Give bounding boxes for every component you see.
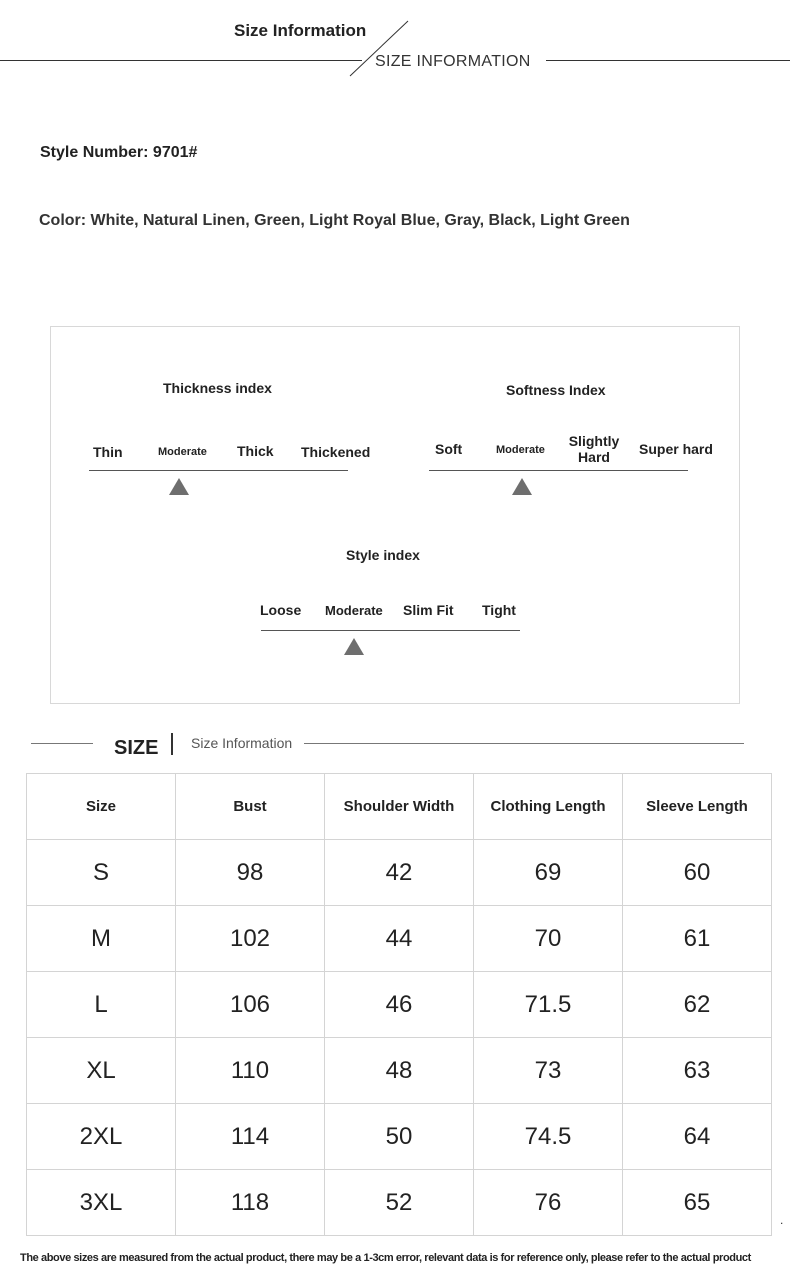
softness-marker-icon: [512, 478, 532, 495]
cell-shoulder-width: 44: [325, 906, 474, 972]
style-marker-icon: [344, 638, 364, 655]
cell-shoulder-width: 50: [325, 1104, 474, 1170]
size-divider-right: [304, 743, 744, 744]
style-label-loose: Loose: [260, 602, 302, 618]
size-divider-left: [31, 743, 93, 744]
size-section-subtitle: Size Information: [191, 735, 293, 751]
softness-label-moderate: Moderate: [496, 444, 545, 456]
header-bust: Bust: [176, 774, 325, 840]
size-section-separator: [171, 733, 173, 755]
softness-label-hard: Hard: [578, 449, 610, 465]
cell-clothing-length: 71.5: [474, 972, 623, 1038]
style-label-moderate: Moderate: [325, 603, 383, 618]
cell-shoulder-width: 42: [325, 840, 474, 906]
decorative-dot: .: [780, 1213, 784, 1227]
style-label-slim-fit: Slim Fit: [403, 602, 454, 618]
cell-size: XL: [27, 1038, 176, 1104]
header-subtitle: SIZE INFORMATION: [375, 53, 531, 70]
cell-bust: 114: [176, 1104, 325, 1170]
size-section-title: SIZE: [114, 737, 159, 759]
fabric-index-panel: [50, 326, 740, 704]
cell-sleeve-length: 62: [623, 972, 772, 1038]
size-table-header-row: [27, 774, 772, 840]
header-size: Size: [27, 774, 176, 840]
table-row: [27, 1170, 772, 1236]
header-divider-right: [546, 60, 790, 61]
cell-sleeve-length: 61: [623, 906, 772, 972]
style-index-title: Style index: [346, 547, 420, 563]
cell-bust: 110: [176, 1038, 325, 1104]
thickness-label-thickened: Thickened: [301, 444, 371, 460]
cell-sleeve-length: 65: [623, 1170, 772, 1236]
header-clothing-length: Clothing Length: [474, 774, 623, 840]
size-table: [26, 773, 772, 1236]
table-row: [27, 1104, 772, 1170]
measurement-note: The above sizes are measured from the actual product, there may be a 1-3cm error, relevant data is for reference only, please refer to the actual product: [20, 1252, 751, 1264]
style-scale-line: [261, 630, 520, 631]
header-shoulder-width: Shoulder Width: [325, 774, 474, 840]
cell-shoulder-width: 46: [325, 972, 474, 1038]
thickness-marker-icon: [169, 478, 189, 495]
cell-clothing-length: 70: [474, 906, 623, 972]
cell-size: 3XL: [27, 1170, 176, 1236]
cell-shoulder-width: 52: [325, 1170, 474, 1236]
cell-bust: 102: [176, 906, 325, 972]
cell-bust: 98: [176, 840, 325, 906]
table-row: [27, 840, 772, 906]
softness-label-slightly-hard: [563, 433, 625, 465]
thickness-label-thin: Thin: [93, 444, 123, 460]
cell-clothing-length: 76: [474, 1170, 623, 1236]
thickness-scale-line: [89, 470, 348, 471]
cell-bust: 106: [176, 972, 325, 1038]
header-title: Size Information: [234, 21, 367, 40]
cell-size: 2XL: [27, 1104, 176, 1170]
softness-index-title: Softness Index: [506, 382, 606, 398]
cell-sleeve-length: 64: [623, 1104, 772, 1170]
style-label-tight: Tight: [482, 602, 516, 618]
softness-scale-line: [429, 470, 688, 471]
softness-label-soft: Soft: [435, 441, 463, 457]
cell-shoulder-width: 48: [325, 1038, 474, 1104]
thickness-label-thick: Thick: [237, 443, 274, 459]
cell-clothing-length: 69: [474, 840, 623, 906]
cell-clothing-length: 74.5: [474, 1104, 623, 1170]
cell-clothing-length: 73: [474, 1038, 623, 1104]
cell-bust: 118: [176, 1170, 325, 1236]
table-row: [27, 906, 772, 972]
cell-sleeve-length: 63: [623, 1038, 772, 1104]
thickness-label-moderate: Moderate: [158, 446, 207, 458]
header-sleeve-length: Sleeve Length: [623, 774, 772, 840]
table-row: [27, 1038, 772, 1104]
table-row: [27, 972, 772, 1038]
softness-label-slightly: Slightly: [568, 433, 620, 449]
softness-label-super-hard: Super hard: [639, 441, 713, 457]
header-divider-left: [0, 60, 362, 61]
color-list: Color: White, Natural Linen, Green, Light Royal Blue, Gray, Black, Light Green: [39, 212, 630, 229]
cell-size: S: [27, 840, 176, 906]
style-number: Style Number: 9701#: [40, 144, 198, 161]
cell-size: M: [27, 906, 176, 972]
thickness-index-title: Thickness index: [163, 380, 272, 396]
cell-sleeve-length: 60: [623, 840, 772, 906]
cell-size: L: [27, 972, 176, 1038]
